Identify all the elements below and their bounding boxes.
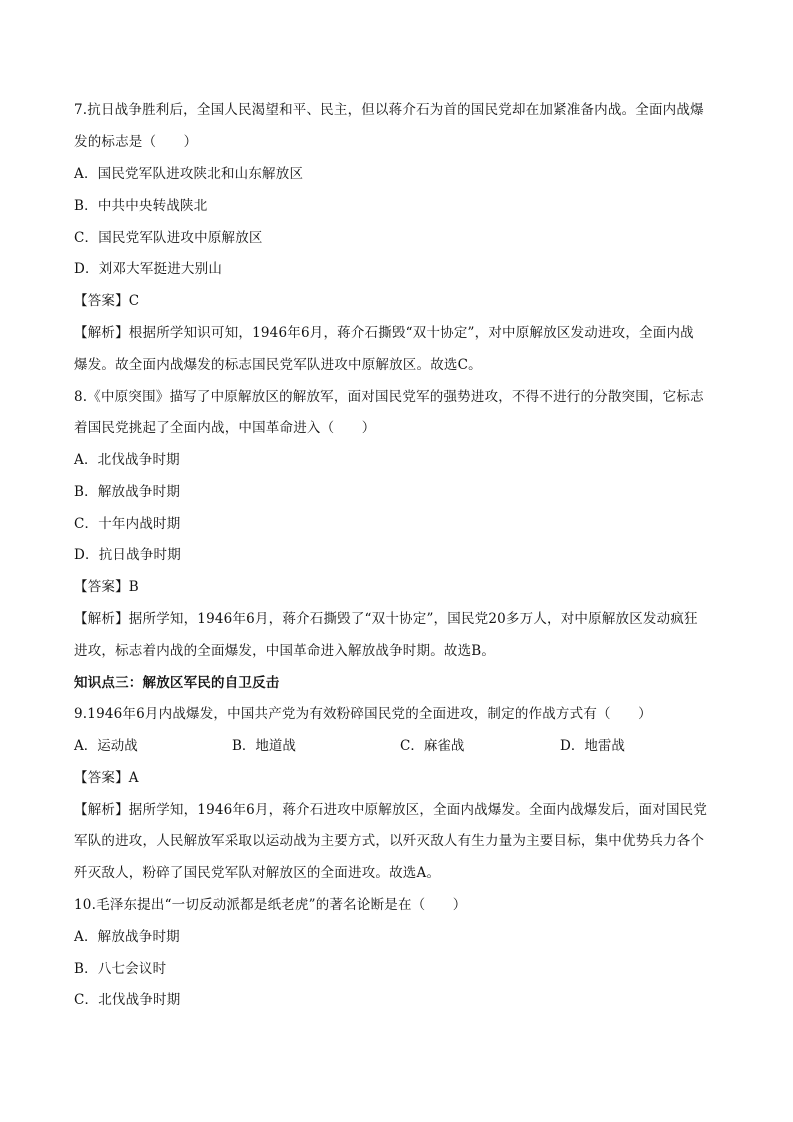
q7-option-b: B．中共中央转战陕北 — [74, 198, 208, 214]
q8-stem-line2: 着国民党挑起了全面内战，中国革命进入（ ） — [74, 420, 376, 436]
q10-option-c: C．北伐战争时期 — [74, 992, 181, 1008]
section3-heading: 知识点三：解放区军民的自卫反击 — [74, 675, 280, 691]
q7-option-c: C．国民党军队进攻中原解放区 — [74, 230, 263, 246]
q8-stem-line1: 8.《中原突围》描写了中原解放区的解放军，面对国民党军的强势进攻，不得不进行的分散突围，它标志 — [74, 389, 704, 405]
q8-option-c: C．十年内战时期 — [74, 516, 181, 532]
q9-analysis-line1: 【解析】据所学知，1946年6月，蒋介石进攻中原解放区，全面内战爆发。全面内战爆发后，面对国民党 — [74, 802, 708, 818]
q7-stem-line2: 发的标志是（ ） — [74, 134, 198, 150]
q9-option-d: D．地雷战 — [560, 738, 625, 754]
q8-answer: 【答案】B — [74, 579, 139, 595]
q8-option-d: D．抗日战争时期 — [74, 547, 181, 563]
q10-option-a: A．解放战争时期 — [74, 929, 180, 945]
q8-option-b: B．解放战争时期 — [74, 484, 181, 500]
q9-stem: 9.1946年6月内战爆发，中国共产党为有效粉碎国民党的全面进攻，制定的作战方式有（ ） — [74, 706, 652, 722]
q9-option-b: B．地道战 — [232, 738, 296, 754]
q7-analysis-line1: 【解析】根据所学知识可知，1946年6月，蒋介石撕毁“双十协定”，对中原解放区发动进攻，全面内战 — [74, 325, 694, 341]
q7-option-a: A．国民党军队进攻陕北和山东解放区 — [74, 166, 304, 182]
q7-answer: 【答案】C — [74, 293, 140, 309]
q9-option-c: C．麻雀战 — [400, 738, 465, 754]
q9-answer: 【答案】A — [74, 770, 139, 786]
q9-analysis-line2: 军队的进攻，人民解放军采取以运动战为主要方式，以歼灭敌人有生力量为主要目标，集中优势兵力各个 — [74, 833, 705, 849]
q9-analysis-line3: 歼灭敌人，粉碎了国民党军队对解放区的全面进攻。故选A。 — [74, 865, 441, 881]
q7-option-d: D．刘邓大军挺进大别山 — [74, 261, 223, 277]
q10-option-b: B．八七会议时 — [74, 961, 167, 977]
q7-analysis-line2: 爆发。故全面内战爆发的标志国民党军队进攻中原解放区。故选C。 — [74, 357, 482, 373]
q7-stem-line1: 7.抗日战争胜利后，全国人民渴望和平、民主，但以蒋介石为首的国民党却在加紧准备内战。全面内战爆 — [74, 102, 704, 118]
q8-analysis-line1: 【解析】据所学知，1946年6月，蒋介石撕毁了“双十协定”，国民党20多万人，对中原解放区发动疯狂 — [74, 611, 698, 627]
q9-option-a: A．运动战 — [74, 738, 138, 754]
q8-option-a: A．北伐战争时期 — [74, 452, 180, 468]
q8-analysis-line2: 进攻，标志着内战的全面爆发，中国革命进入解放战争时期。故选B。 — [74, 643, 496, 659]
q10-stem: 10.毛泽东提出“一切反动派都是纸老虎”的著名论断是在（ ） — [74, 897, 467, 913]
